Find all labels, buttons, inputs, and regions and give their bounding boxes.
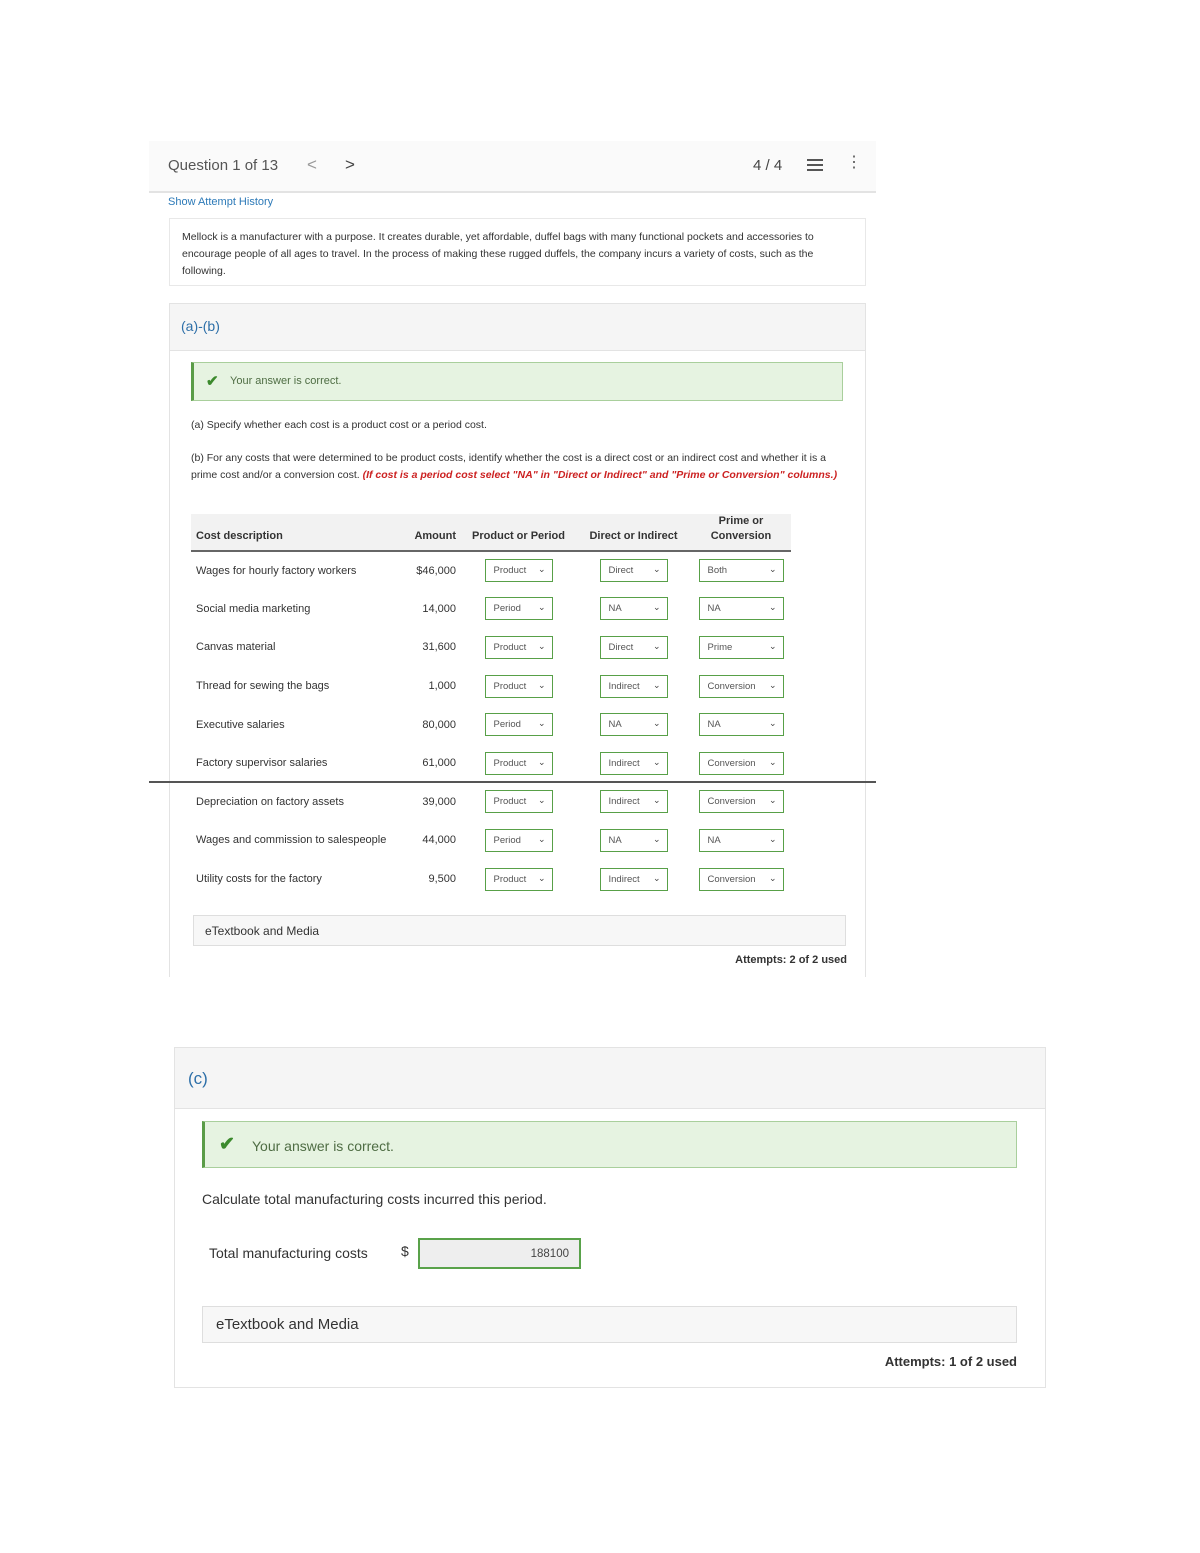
previous-question-button[interactable]: < (307, 155, 317, 174)
cost-description: Canvas material (196, 641, 276, 654)
screenshot-divider (149, 781, 876, 783)
cost-description: Social media marketing (196, 602, 311, 615)
question-screenshot-c (141, 1044, 1059, 1403)
cost-amount: 31,600 (422, 641, 456, 654)
chevron-down-icon: ⌄ (652, 564, 661, 575)
chevron-down-icon: ⌄ (652, 602, 661, 613)
prime-or-conversion-select[interactable] (699, 752, 784, 775)
etextbook-media-label-c: eTextbook and Media (216, 1316, 359, 1333)
product-or-period-select[interactable] (485, 597, 553, 620)
part-c-title: (c) (188, 1069, 208, 1088)
prime-or-conversion-select[interactable] (699, 713, 784, 736)
column-header-prime-or-conversion (691, 514, 791, 551)
chevron-down-icon: ⌄ (768, 756, 777, 767)
total-manufacturing-costs-input[interactable]: 188100 (418, 1238, 581, 1269)
chevron-down-icon: ⌄ (537, 602, 546, 613)
chevron-down-icon: ⌄ (768, 795, 777, 806)
cost-amount: 44,000 (422, 834, 456, 847)
instruction-a: (a) Specify whether each cost is a product cost or a period cost. (191, 419, 487, 431)
product-or-period-value: Product (493, 796, 527, 808)
chevron-down-icon: ⌄ (537, 795, 546, 806)
prime-or-conversion-value: Conversion (707, 680, 756, 692)
chevron-down-icon: ⌄ (537, 833, 546, 844)
chevron-down-icon: ⌄ (652, 756, 661, 767)
chevron-down-icon: ⌄ (537, 872, 546, 883)
cost-amount: 39,000 (422, 795, 456, 808)
cost-description: Depreciation on factory assets (196, 795, 344, 808)
cost-amount: 80,000 (422, 718, 456, 731)
answer-status-text: Your answer is correct. (230, 375, 342, 387)
product-or-period-select[interactable] (485, 752, 553, 775)
table-row (191, 667, 791, 706)
prime-or-conversion-select[interactable] (699, 790, 784, 813)
instruction-b (191, 450, 846, 483)
column-header-amount: Amount (401, 514, 461, 551)
answer-correct-banner-c (202, 1121, 1017, 1168)
question-intro: Mellock is a manufacturer with a purpose. It creates durable, yet affordable, duffel bags with many functional pockets and accessories to encourage people of all ages to travel. In the process of making these rugged duffels, the company incurs a variety of costs, such as the following. (169, 218, 866, 286)
chevron-down-icon: ⌄ (652, 718, 661, 729)
direct-or-indirect-value: Indirect (608, 873, 640, 885)
table-row (191, 860, 791, 899)
table-row (191, 628, 791, 667)
direct-or-indirect-value: Indirect (608, 796, 640, 808)
cost-description: Wages and commission to salespeople (196, 834, 387, 847)
cost-classification-table (191, 514, 791, 898)
checkmark-icon: ✔ (219, 1134, 235, 1155)
table-row (191, 705, 791, 744)
direct-or-indirect-select[interactable] (600, 636, 668, 659)
table-header-row (191, 514, 791, 551)
column-header-product-or-period: Product or Period (461, 514, 576, 551)
cost-description: Wages for hourly factory workers (196, 564, 357, 577)
column-header-prime-or-conversion-line1: Prime or (718, 515, 764, 527)
direct-or-indirect-value: NA (608, 834, 622, 846)
direct-or-indirect-select[interactable] (600, 675, 668, 698)
prime-or-conversion-select[interactable] (699, 829, 784, 852)
product-or-period-select[interactable] (485, 790, 553, 813)
chevron-down-icon: ⌄ (652, 640, 661, 651)
chevron-down-icon: ⌄ (652, 833, 661, 844)
chevron-down-icon: ⌄ (768, 602, 777, 613)
direct-or-indirect-value: Direct (608, 641, 634, 653)
column-header-description: Cost description (191, 514, 401, 551)
prime-or-conversion-value: NA (707, 719, 721, 731)
direct-or-indirect-select[interactable] (600, 713, 668, 736)
product-or-period-select[interactable] (485, 559, 553, 582)
direct-or-indirect-select[interactable] (600, 829, 668, 852)
direct-or-indirect-value: NA (608, 603, 622, 615)
direct-or-indirect-select[interactable] (600, 790, 668, 813)
direct-or-indirect-value: NA (608, 719, 622, 731)
direct-or-indirect-value: Indirect (608, 680, 640, 692)
part-ab-title: (a)-(b) (181, 318, 220, 334)
product-or-period-value: Period (493, 603, 521, 615)
product-or-period-value: Product (493, 680, 527, 692)
instruction-b-note: (If cost is a period cost select "NA" in "Direct or Indirect" and "Prime or Conversion" columns.) (362, 468, 838, 481)
checkmark-icon: ✔ (206, 373, 219, 390)
prime-or-conversion-value: NA (707, 834, 721, 846)
attempts-counter: Attempts: 2 of 2 used (735, 954, 847, 966)
part-c-header[interactable] (174, 1047, 1046, 1109)
cost-amount: 61,000 (422, 757, 456, 770)
chevron-down-icon: ⌄ (768, 872, 777, 883)
product-or-period-select[interactable] (485, 868, 553, 891)
direct-or-indirect-select[interactable] (600, 597, 668, 620)
answer-correct-banner (191, 362, 843, 401)
chevron-down-icon: ⌄ (537, 564, 546, 575)
direct-or-indirect-value: Direct (608, 565, 634, 577)
prime-or-conversion-value: Prime (707, 641, 733, 653)
prime-or-conversion-value: Conversion (707, 796, 756, 808)
chevron-down-icon: ⌄ (537, 718, 546, 729)
cost-description: Thread for sewing the bags (196, 680, 330, 693)
column-header-prime-or-conversion-line2: Conversion (710, 530, 772, 542)
chevron-down-icon: ⌄ (652, 872, 661, 883)
next-question-button[interactable]: > (345, 155, 355, 174)
prime-or-conversion-value: Conversion (707, 873, 756, 885)
answer-status-text-c: Your answer is correct. (252, 1138, 394, 1154)
direct-or-indirect-select[interactable] (600, 868, 668, 891)
product-or-period-select[interactable] (485, 713, 553, 736)
table-row (191, 744, 791, 783)
prime-or-conversion-select[interactable] (699, 868, 784, 891)
chevron-down-icon: ⌄ (652, 679, 661, 690)
product-or-period-value: Product (493, 641, 527, 653)
cost-description: Executive salaries (196, 718, 285, 731)
cost-amount: 14,000 (422, 602, 456, 615)
chevron-down-icon: ⌄ (768, 564, 777, 575)
product-or-period-select[interactable] (485, 829, 553, 852)
question-screenshot-ab (149, 141, 876, 977)
product-or-period-value: Product (493, 873, 527, 885)
column-header-direct-or-indirect: Direct or Indirect (576, 514, 691, 551)
chevron-down-icon: ⌄ (768, 679, 777, 690)
chevron-down-icon: ⌄ (768, 718, 777, 729)
product-or-period-value: Period (493, 719, 521, 731)
prime-or-conversion-value: Conversion (707, 757, 756, 769)
table-row (191, 821, 791, 860)
question-score: 4 / 4 (753, 157, 783, 174)
question-header (149, 141, 876, 193)
cost-amount: $46,000 (416, 564, 456, 577)
prime-or-conversion-select[interactable] (699, 675, 784, 698)
more-vertical-icon[interactable]: ⋮ (846, 154, 862, 171)
show-attempt-history-link[interactable]: Show Attempt History (168, 196, 274, 208)
direct-or-indirect-value: Indirect (608, 757, 640, 769)
chevron-down-icon: ⌄ (652, 795, 661, 806)
cost-amount: 9,500 (428, 873, 456, 886)
product-or-period-value: Period (493, 834, 521, 846)
prime-or-conversion-select[interactable] (699, 597, 784, 620)
etextbook-media-link-c[interactable] (202, 1306, 1017, 1343)
chevron-down-icon: ⌄ (537, 756, 546, 767)
part-ab-header[interactable] (169, 303, 866, 351)
direct-or-indirect-select[interactable] (600, 559, 668, 582)
etextbook-media-label: eTextbook and Media (205, 924, 320, 938)
prime-or-conversion-select[interactable] (699, 559, 784, 582)
chevron-down-icon: ⌄ (768, 833, 777, 844)
attempts-counter-c: Attempts: 1 of 2 used (884, 1354, 1017, 1369)
chevron-down-icon: ⌄ (537, 679, 546, 690)
question-counter: Question 1 of 13 (168, 157, 279, 174)
total-manufacturing-costs-label: Total manufacturing costs (209, 1245, 368, 1261)
product-or-period-select[interactable] (485, 675, 553, 698)
table-row (191, 590, 791, 629)
chevron-down-icon: ⌄ (768, 640, 777, 651)
cost-amount: 1,000 (428, 680, 456, 693)
cost-description: Factory supervisor salaries (196, 757, 328, 770)
instruction-b-text: (b) For any costs that were determined to be product costs, identify whether the cost is a direct cost or an indirect cost and whether it is a prime cost and/or a conversion cost. (191, 452, 826, 481)
currency-symbol: $ (401, 1243, 409, 1259)
prime-or-conversion-value: NA (707, 603, 721, 615)
prime-or-conversion-select[interactable] (699, 636, 784, 659)
chevron-down-icon: ⌄ (537, 640, 546, 651)
product-or-period-value: Product (493, 757, 527, 769)
prime-or-conversion-value: Both (707, 565, 728, 577)
list-icon[interactable] (807, 159, 823, 173)
direct-or-indirect-select[interactable] (600, 752, 668, 775)
etextbook-media-link[interactable] (193, 915, 846, 946)
table-row (191, 551, 791, 590)
instruction-c: Calculate total manufacturing costs incurred this period. (202, 1191, 547, 1207)
table-row (191, 783, 791, 822)
product-or-period-value: Product (493, 565, 527, 577)
cost-description: Utility costs for the factory (196, 873, 322, 886)
product-or-period-select[interactable] (485, 636, 553, 659)
